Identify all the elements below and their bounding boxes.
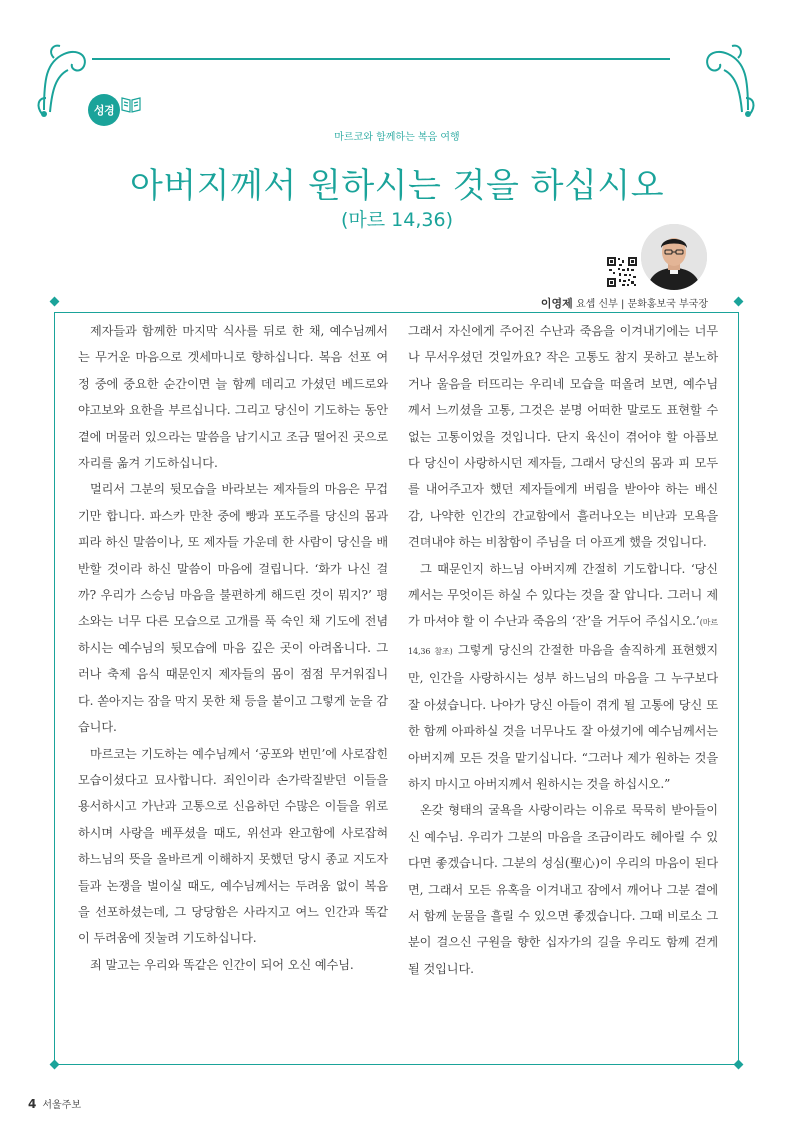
author-position: 문화홍보국 부국장 xyxy=(627,299,708,310)
frame-diamond-bottom-left xyxy=(50,1060,60,1070)
body-column-left xyxy=(78,318,388,978)
frame-diamond-top-right xyxy=(734,297,744,307)
author-name: 이영제 xyxy=(540,297,573,310)
author-role: 요셉 신부 xyxy=(575,299,618,310)
qr-code-icon xyxy=(607,257,637,287)
frame-diamond-top-left xyxy=(50,297,60,307)
frame-top-rule xyxy=(54,312,738,313)
category-badge: 성경 xyxy=(88,94,120,126)
page-number: 4 xyxy=(28,1097,37,1111)
corner-ornament-right xyxy=(698,40,758,124)
author-photo xyxy=(641,224,707,290)
frame-bottom-rule xyxy=(54,1064,738,1065)
citation-note: (마르 14,36 참조) xyxy=(408,618,718,656)
paragraph: 멀리서 그분의 뒷모습을 바라보는 제자들의 마음은 무겁기만 합니다. 파스카 만찬 중에 빵과 포도주를 당신의 몸과 피라 하신 말씀이나, 또 제자들 가운데 한 사람이 당신을 배반할 것이라 하신 말씀이 마음에 걸립니다. ‘화가 나신 걸까? 우리가 스승님 마음을 불편하게 해드린 것이 뭐지?’ 평소와는 너무 다른 모습으로 고개를 푹 숙인 채 기도에 전념하시는 예수님의 뒷모습에 마음 깊은 곳이 아려옵니다. 그러나 축제 음식 때문인지 제자들의 몸이 점점 무거워집니다. 쏟아지는 잠을 막지 못한 채 등을 붙이고 그렇게 눈을 감습니다. xyxy=(78,482,388,735)
author-byline xyxy=(541,295,708,311)
paragraph: 온갖 형태의 굴욕을 사랑이라는 이유로 묵묵히 받아들이신 예수님. 우리가 그분의 마음을 조금이라도 헤아릴 수 있다면 좋겠습니다. 그분의 성심(聖心)이 우리의 마음이 된다면, 그래서 모든 유혹을 이겨내고 잠에서 깨어나 그분 곁에서 함께 눈물을 흘릴 수 있으면 좋겠습니다. 그때 비로소 그분이 걸으신 구원을 향한 십자가의 길을 우리도 함께 걷게 될 것입니다. xyxy=(408,803,718,976)
page-footer xyxy=(28,1096,81,1111)
frame-left-rule xyxy=(54,312,55,1064)
corner-ornament-left xyxy=(34,40,94,124)
frame-diamond-bottom-right xyxy=(734,1060,744,1070)
paragraph: 죄 말고는 우리와 똑같은 인간이 되어 오신 예수님. xyxy=(90,957,354,972)
article-title: 아버지께서 원하시는 것을 하십시오 xyxy=(129,166,665,206)
paragraph: 마르코는 기도하는 예수님께서 ‘공포와 번민’에 사로잡힌 모습이셨다고 묘사합니다. 죄인이라 손가락질받던 이들을 용서하시고 가난과 고통으로 신음하던 수많은 이들을 위로하시며 사랑을 베푸셨을 때도, 위선과 완고함에 사로잡혀 하느님의 뜻을 올바르게 이해하지 못했던 당시 종교 지도자들과 논쟁을 벌이실 때도, 예수님께서는 두려움 없이 복음을 선포하셨는데, 그 당당함은 사라지고 여느 인간과 똑같이 두려움에 짓눌려 기도하십니다. xyxy=(78,746,388,946)
paragraph: 그래서 자신에게 주어진 수난과 죽음을 이겨내기에는 너무나 무서우셨던 것일까요? 작은 고통도 참지 못하고 분노하거나 울음을 터뜨리는 우리네 모습을 떠올려 보면, 예수님께서 느끼셨을 고통, 그것은 분명 어떠한 말로도 표현할 수 없는 고통이었을 것입니다. 단지 육신이 겪어야 할 아픔보다 당신이 사랑하시던 제자들, 그래서 당신의 몸과 피 모두를 내어주고자 했던 제자들에게 버림을 받아야 하는 배신감, 나약한 인간의 간교함에서 흘러나오는 비난과 모욕을 견뎌내야 하는 비참함이 주님을 더 아프게 했을 것입니다. xyxy=(408,324,718,550)
frame-right-rule xyxy=(738,312,739,1064)
publication-name: 서울주보 xyxy=(42,1100,81,1111)
paragraph: 제자들과 함께한 마지막 식사를 뒤로 한 채, 예수님께서는 무거운 마음으로 겟세마니로 향하십니다. 복음 선포 여정 중에 중요한 순간이면 늘 함께 데리고 가셨던 베드로와 야고보와 요한을 부르십니다. 그리고 당신이 기도하는 동안 곁에 머물러 있으라는 말씀을 남기시고 조금 떨어진 곳으로 자리를 옮겨 기도하십니다. xyxy=(78,324,388,471)
header-rule xyxy=(92,58,670,60)
scripture-reference: (마르 14,36) xyxy=(341,209,453,231)
book-icon xyxy=(121,95,141,117)
paragraph-text: 그 때문인지 하느님 아버지께 간절히 기도합니다. ‘당신께서는 무엇이든 하실 수 있다는 것을 잘 압니다. 그러니 제가 마셔야 할 이 수난과 죽음의 ‘잔’을 거두어 주십시오.’ xyxy=(408,561,718,629)
paragraph xyxy=(408,556,718,798)
author-separator: | xyxy=(620,299,625,310)
series-title: 마르코와 함께하는 복음 여행 xyxy=(334,132,460,143)
body-column-right xyxy=(408,318,718,982)
paragraph-text: 그렇게 당신의 간절한 마음을 솔직하게 표현했지만, 인간을 사랑하시는 성부 하느님의 마음을 그 누구보다 잘 아셨습니다. 나아가 당신 아들이 겪게 될 고통에 당신 또한 함께 아파하실 것을 너무나도 잘 아셨기에 예수님께서는 아버지께 모든 것을 맡기십니다. “그러나 제가 원하는 것을 하지 마시고 아버지께서 원하시는 것을 하십시오.” xyxy=(408,642,719,791)
